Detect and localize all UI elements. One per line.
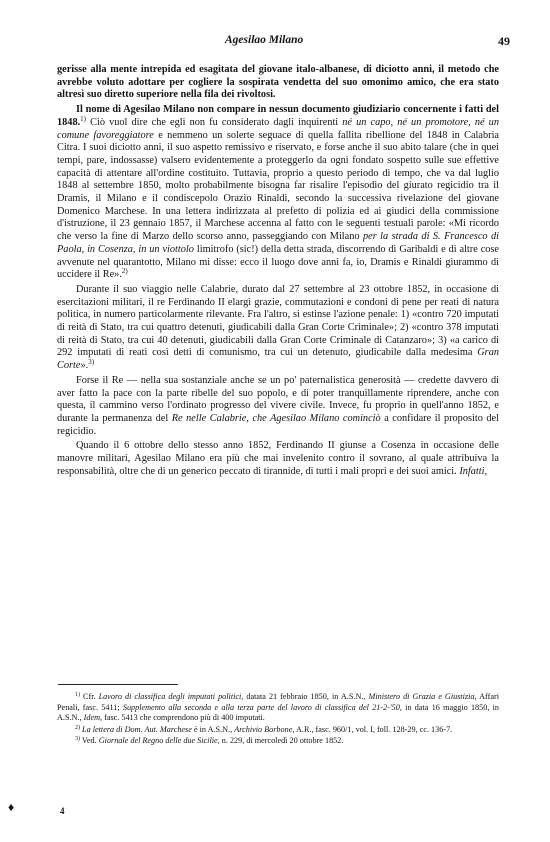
paragraph-3 — [57, 284, 499, 373]
main-text — [57, 64, 499, 479]
paragraph-text: limitrofo (sic!) della detta strada, discorrendo di Garibaldi e di altre cose avvenute nel quarantotto, Milano mi disse: ecco il luogo dove anni fa, io, Dramis e Rinaldi giurammo di uccidere il Re». — [57, 243, 499, 281]
paragraph-text: gerisse alla mente intrepida ed esagitata del giovane italo-albanese, di diciotto anni, il metodo che avrebbe voluto adottare per cogliere la sospirata vendetta del suo omonimo amico, che era stato altresì suo diretto superiore nella fila dei rivoltosi. — [57, 64, 499, 101]
footnote-text: datata 21 febbraio 1850, in A.S.N., — [243, 692, 369, 701]
footnote-text: Ved. — [80, 736, 99, 746]
emphasis-text: per la strada di S. Francesco di Paola, in Cosenza, in un viottolo — [57, 231, 500, 255]
paragraph-text: Durante il suo viaggio nelle Calabrie, durato dal 27 settembre al 23 ottobre 1852, in occasione di esercitazioni militari, il re Ferdinando II elargì grazie, commutazioni e condoni di pene per reati di natura politica, in numero particolarmente rilevante. Fra l'altro, si estinse l'azione penale: 1) «contro 720 imputati di reità di Stato, tra cui quattro detenuti, giudicabili dalla Gran Corte Criminale»; 2) «contro 378 imputati di reità di Stato, tra cui 40 detenuti, giudicabili dalla Gran Corte Criminale di Catanzaro»; 3) «a carico di 292 imputati di reati così detti di comunismo, tra cui un detenuto, giudicabile dalla medesima — [57, 283, 499, 359]
running-head: Agesilao Milano — [225, 34, 304, 46]
emphasis-text: né un capo, né un promotore, né un comune favoreggiatore — [57, 116, 499, 141]
paragraph-text: Forse il Re — nella sua sostanziale anche se un po' paternalistica generosità — credette davvero di aver fatto la pace con la parte ribelle del suo popolo, e di poter tranquillamente riprendere, anche con questa, il cammino verso l'ordinato progresso del vivere civile. Invece, fu proprio in quell'anno 1852, e durante la permanenza del — [57, 374, 499, 424]
footnote-emphasis: La lettera di Dom. Aut. Marchese — [82, 724, 192, 734]
footnote-text: Cfr. — [80, 692, 99, 701]
paragraph-text: a confidare il proposito del regicidio. — [57, 412, 499, 437]
footnote-number: 2) — [75, 724, 80, 731]
footnote-divider — [58, 684, 178, 685]
paragraph-text: Il nome di Agesilao Milano non compare in nessun documento giudiziario concernente i fatti del 1848. — [57, 104, 499, 128]
footnote-text: fasc. 5413 che comprendono più di 400 imputati. — [102, 713, 265, 723]
footnote-3 — [57, 736, 499, 747]
footnotes — [57, 692, 499, 748]
footnote-emphasis: Giornale del Regno delle due Sicilie, — [98, 736, 220, 746]
signature-mark: 4 — [60, 806, 65, 816]
footnote-emphasis: Supplemento alla seconda e alla terza parte del lavoro di classifica del 21-2-'50, — [122, 702, 402, 712]
footnote-ref-2: 2) — [121, 267, 128, 276]
footnote-1 — [57, 692, 499, 724]
scan-corner-mark: ♦ — [8, 800, 15, 814]
footnote-text: in data 16 maggio 1850, in A.S.N., — [57, 702, 499, 723]
paragraph-4 — [57, 375, 499, 439]
paragraph-text: e nemmeno un solerte seguace di quella fallita ribellione del 1848 in Calabria Citra. I suoi diciotto anni, il suo aspetto remissivo e riservato, e forse anche il suo abito talare (che in quei tempi, pare, indossasse) valsero evidentemente a proteggerlo da ogni fondato sospetto sulle sue effettive capacità di attentare all'ordine costituito. Tuttavia, proprio a questo periodo di tempo, che va dal luglio 1848 al settembre 1850, molto probabilmente bisogna far risalire l'episodio del giurato regicidio tra il Dramis, il Milano e il condiscepolo Orazio Rinaldi, secondo la successiva rivelazione del giovane Domenico Marchese. In una lettera indirizzata al prefetto di polizia ed ai giudici della commissione d'istruzione, il 23 gennaio 1857, il Marchese accenna al fatto con le seguenti testuali parole: «Mi ricordo che verso la fine di Marzo dello scorso anno, passeggiando con Milano — [57, 129, 500, 243]
footnote-number: 3) — [75, 736, 80, 743]
footnote-text: n. 229, di mercoledì 20 ottobre 1852. — [219, 736, 344, 746]
footnote-ref-1: 1) — [80, 114, 87, 123]
emphasis-text: Re nelle Calabrie, che Agesilao Milano cominciò — [171, 412, 381, 424]
footnote-number: 1) — [75, 692, 80, 698]
paragraph-text: Ciò vuol dire che egli non fu considerato dagli inquirenti — [86, 116, 343, 128]
paragraph-1 — [57, 64, 499, 102]
footnote-emphasis: Archivio Borbone, — [234, 724, 295, 734]
paragraph-2 — [57, 104, 499, 282]
footnote-emphasis: Lavoro di classifica degli imputati politici, — [98, 692, 244, 701]
footnote-text: è in A.S.N., — [191, 724, 235, 734]
emphasis-text: Gran Corte — [57, 347, 499, 372]
page-number: 49 — [498, 34, 510, 48]
footnote-2 — [57, 725, 499, 736]
emphasis-text: Infatti, — [459, 465, 488, 477]
paragraph-5 — [57, 440, 499, 478]
footnote-emphasis: Idem, — [83, 713, 103, 723]
paragraph-text: Quando il 6 ottobre dello stesso anno 1852, Ferdinando II giunse a Cosenza in occasione delle manovre militari, Agesilao Milano era più che mai invelenito contro il sovrano, al quale attribuiva la responsabilità, oltre che di un generico peccato di tirannide, di tutti i mali propri e dei suoi amici. — [57, 440, 499, 477]
footnote-emphasis: Ministero di Grazia e Giustizia, — [368, 692, 477, 701]
paragraph-text: ». — [80, 360, 89, 372]
footnote-ref-3: 3) — [88, 358, 95, 367]
footnote-text: A.R., fasc. 960/1, vol. I, foll. 128-29, cc. 136-7. — [294, 724, 453, 734]
footnote-text: Affari Penali, fasc. 5411; — [57, 692, 499, 712]
